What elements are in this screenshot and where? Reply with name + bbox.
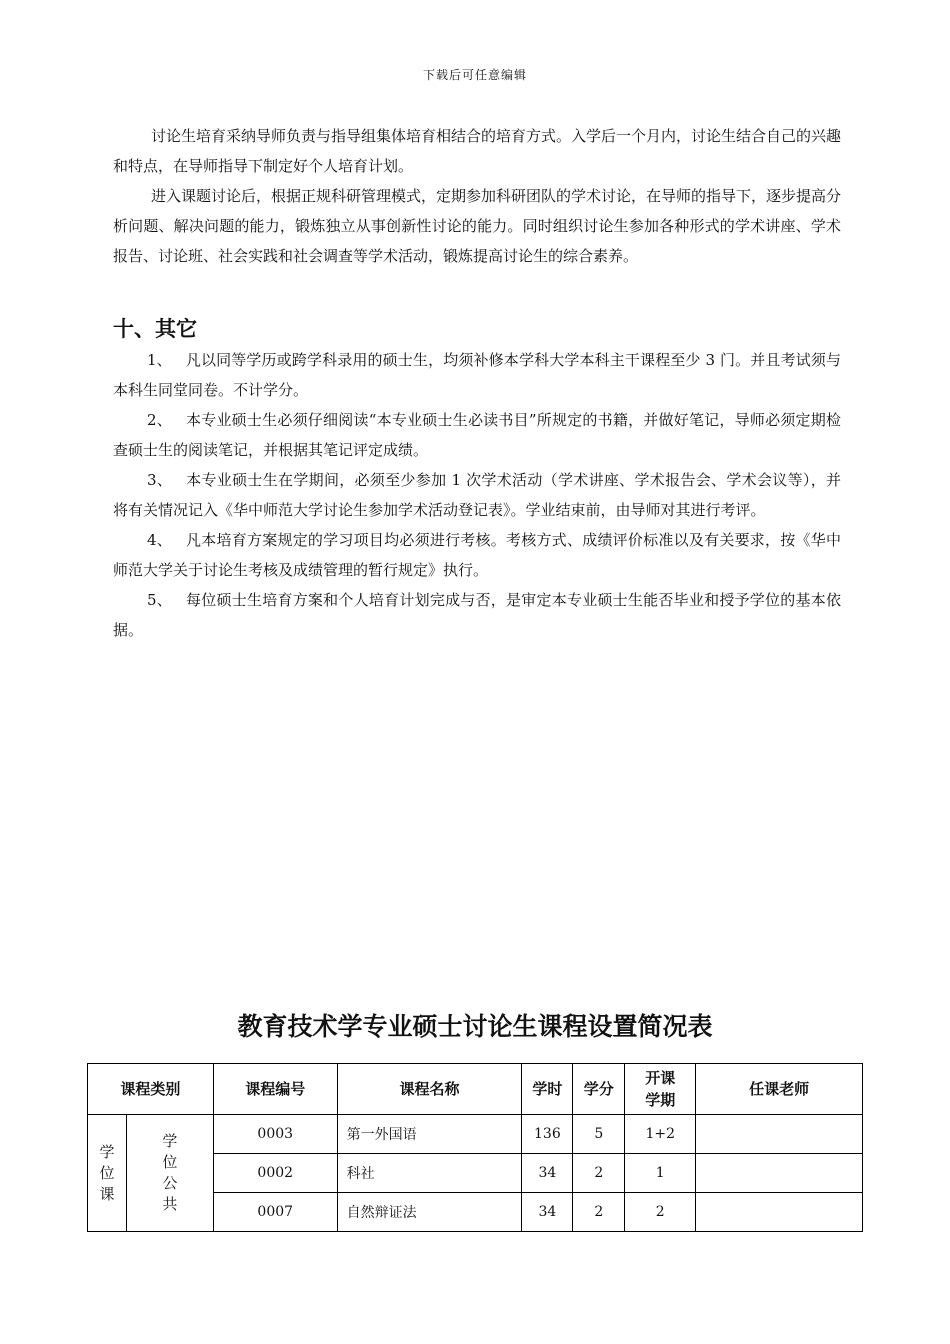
cell-code: 0002	[213, 1154, 337, 1193]
table-header-row	[88, 1064, 863, 1115]
cell-teacher	[696, 1193, 863, 1232]
cell-code: 0003	[213, 1115, 337, 1154]
list-item	[113, 465, 841, 525]
cell-credits: 2	[573, 1154, 625, 1193]
subgroup-label: 学位公共	[162, 1132, 178, 1213]
cell-credits: 5	[573, 1115, 625, 1154]
cell-term: 1	[625, 1154, 696, 1193]
list-item	[113, 525, 841, 585]
cell-hours: 34	[522, 1154, 573, 1193]
list-item	[113, 585, 841, 645]
header-name: 课程名称	[337, 1064, 522, 1115]
cell-name: 第一外国语	[337, 1115, 522, 1154]
course-table	[87, 1063, 863, 1232]
list-item-number: 4、	[147, 531, 173, 549]
list-item	[113, 405, 841, 465]
cell-teacher	[696, 1154, 863, 1193]
list-item-number: 2、	[147, 411, 172, 429]
group-label: 学位课	[99, 1142, 115, 1203]
list-item-text: 凡本培育方案规定的学习项目均必须进行考核。考核方式、成绩评价标准以及有关要求，按《华中师范大学关于讨论生考核及成绩管理的暂行规定》执行。	[113, 531, 841, 579]
list-item-text: 本专业硕士生在学期间，必须至少参加 1 次学术活动（学术讲座、学术报告会、学术会议等），并将有关情况记入《华中师范大学讨论生参加学术活动登记表》。学业结束前，由导师对其进行考评。	[113, 471, 841, 519]
header-credits: 学分	[573, 1064, 625, 1115]
header-term-line1: 开课	[645, 1069, 676, 1087]
cell-code: 0007	[213, 1193, 337, 1232]
header-code: 课程编号	[213, 1064, 337, 1115]
subgroup-cell	[126, 1115, 213, 1232]
other-items-list	[113, 345, 841, 645]
cell-hours: 136	[522, 1115, 573, 1154]
cell-hours: 34	[522, 1193, 573, 1232]
header-teacher: 任课老师	[696, 1064, 863, 1115]
paragraph-research-stage: 进入课题讨论后，根据正规科研管理模式，定期参加科研团队的学术讨论，在导师的指导下，逐步提高分析问题、解决问题的能力，锻炼独立从事创新性讨论的能力。同时组织讨论生参加各种形式的学术讲座、学术报告、讨论班、社会实践和社会调查等学术活动，锻炼提高讨论生的综合素养。	[113, 187, 842, 265]
list-item-text: 凡以同等学历或跨学科录用的硕士生，均须补修本学科大学本科主干课程至少 3 门。并且考试须与本科生同堂同卷。不计学分。	[113, 351, 841, 399]
header-category: 课程类别	[88, 1064, 214, 1115]
list-item-text: 本专业硕士生必须仔细阅读“本专业硕士生必读书目”所规定的书籍，并做好笔记，导师必须定期检查硕士生的阅读笔记，并根据其笔记评定成绩。	[113, 411, 842, 459]
course-table-title: 教育技术学专业硕士讨论生课程设置简况表	[237, 1012, 713, 1041]
list-item	[113, 345, 841, 405]
section-title-other: 十、其它	[113, 317, 197, 341]
group-cell	[88, 1115, 127, 1232]
list-item-number: 5、	[147, 591, 173, 609]
header-term-line2: 学期	[645, 1091, 676, 1109]
header-term	[625, 1064, 696, 1115]
cell-term: 2	[625, 1193, 696, 1232]
list-item-number: 1、	[147, 351, 172, 369]
cell-credits: 2	[573, 1193, 625, 1232]
table-row	[88, 1115, 863, 1154]
cell-teacher	[696, 1115, 863, 1154]
page-header-note: 下载后可任意编辑	[422, 68, 527, 82]
paragraph-training-method: 讨论生培育采纳导师负责与指导组集体培育相结合的培育方式。入学后一个月内，讨论生结合自己的兴趣和特点，在导师指导下制定好个人培育计划。	[113, 127, 842, 175]
list-item-number: 3、	[147, 471, 173, 489]
cell-term: 1+2	[625, 1115, 696, 1154]
cell-name: 自然辩证法	[337, 1193, 522, 1232]
header-hours: 学时	[522, 1064, 573, 1115]
cell-name: 科社	[337, 1154, 522, 1193]
list-item-text: 每位硕士生培育方案和个人培育计划完成与否，是审定本专业硕士生能否毕业和授予学位的基本依据。	[113, 591, 841, 639]
